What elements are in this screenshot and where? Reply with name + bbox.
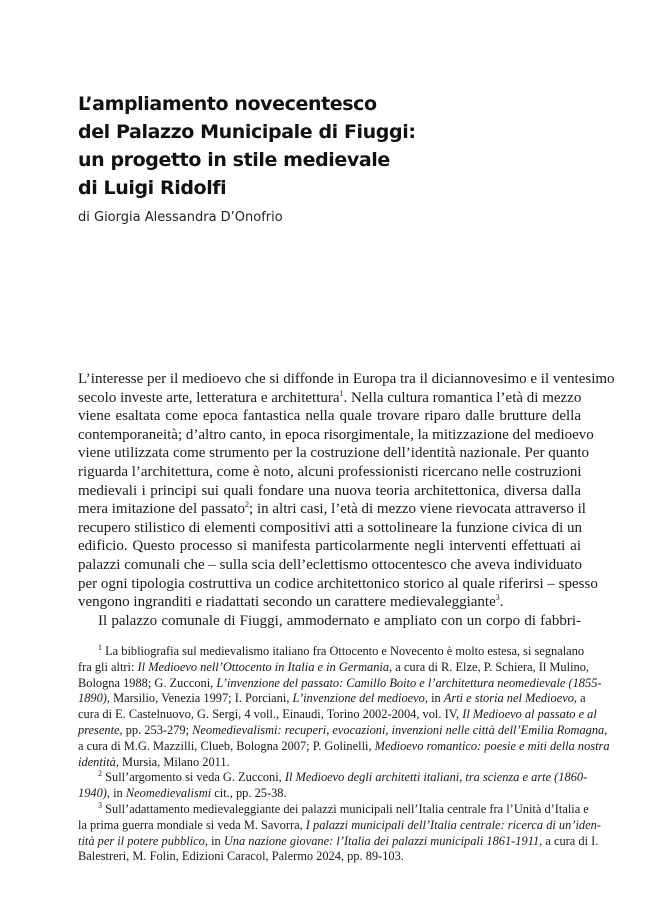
- body-line: mera imitazione del passato$^2$; in altri casi, l’età di mezzo viene rievocata attraverso il: [78, 500, 586, 518]
- body-line: contemporaneità; d’altro canto, in epoca risorgimentale, la mitizzazione del medioevo: [78, 426, 594, 443]
- footnote-line: 1940), in Neomedievalismi cit., pp. 25-38.: [78, 786, 287, 801]
- footnote-line: presente, pp. 253-279; Neomedievalismi: recuperi, evocazioni, invenzioni nelle città dell’Emilia Romagna,: [78, 722, 608, 737]
- body-line: L’interesse per il medioevo che si diffonde in Europa tra il diciannovesimo e il ventesimo: [78, 371, 615, 387]
- footnote-number: 3: [98, 800, 102, 810]
- article-title-line-1: L’ampliamento novecentesco: [78, 93, 377, 115]
- footnote-line: tità per il potere pubblico, in Una nazione giovane: l’Italia dei palazzi municipali 1861-1911, a cura di I.: [78, 833, 599, 848]
- body-line: vengono ingranditi e riadattati secondo un carattere medievaleggiante$^3$.: [78, 593, 504, 611]
- body-line: per ogni tipologia costruttiva un codice architettonico storico al quale riferirsi – spesso: [78, 575, 598, 592]
- footnotes: [78, 642, 610, 865]
- body-line: palazzi comunali che – sulla scia dell’eclettismo ottocentesco che aveva individuato: [78, 556, 582, 573]
- footnote-3: $^3$ Sull’adattamento medievaleggiante dei palazzi municipali nell’Italia centrale fra l’Unità d’Italia e: [98, 800, 589, 816]
- article-author: di Giorgia Alessandra D’Onofrio: [78, 210, 283, 225]
- body-line: secolo investe arte, letteratura e architettura$^1$. Nella cultura romantica l’età di mezzo: [78, 388, 582, 406]
- article-title-line-4: di Luigi Ridolfi: [78, 177, 227, 199]
- footnote-line: la prima guerra mondiale si veda M. Savorra, I palazzi municipali dell’Italia centrale: ricerca di un’iden-: [78, 817, 601, 832]
- footnote-line: cura di E. Castelnuovo, G. Sergi, 4 voll., Einaudi, Torino 2002-2004, vol. IV, Il Medioevo al passato e al: [78, 707, 597, 722]
- footnote-line: 1890), Marsilio, Venezia 1997; I. Porciani, L’invenzione del medioevo, in Arti e storia nel Medioevo, a: [78, 691, 586, 706]
- article-title-line-3: un progetto in stile medievale: [78, 149, 390, 171]
- body-line: Il palazzo comunale di Fiuggi, ammodernato e ampliato con un corpo di fabbri-: [98, 612, 581, 629]
- footnote-line: a cura di M.G. Mazzilli, Clueb, Bologna 2007; P. Golinelli, Medioevo romantico: poesie e miti della nostra: [78, 738, 610, 753]
- footnote-line: Balestreri, M. Folin, Edizioni Caracol, Palermo 2024, pp. 89-103.: [78, 849, 404, 864]
- footnote-number: 1: [98, 642, 102, 652]
- footnote-number: 2: [98, 769, 102, 779]
- footnote-line: fra gli altri: Il Medioevo nell’Ottocento in Italia e in Germania, a cura di R. Elze, P. Schiera, Il Mulino,: [78, 659, 590, 674]
- body-line: edificio. Questo processo si manifesta particolarmente negli interventi effettuati ai: [78, 538, 581, 555]
- footnote-line: Bologna 1988; G. Zucconi, L’invenzione del passato: Camillo Boito e l’architettura neomedievale (1855-: [78, 675, 602, 690]
- body-line: viene utilizzata come strumento per la costruzione dell’identità nazionale. Per quanto: [78, 445, 590, 462]
- body-line: viene esaltata come epoca fantastica nella quale trovare riparo dalle brutture della: [78, 408, 581, 425]
- body-line: recupero stilistico di elementi compositivi atti a sottolineare la funzione civica di un: [78, 519, 583, 536]
- footnote-ref-3[interactable]: 3: [495, 593, 500, 603]
- article-header: [78, 90, 578, 225]
- body-line: medievali i principi sui quali fondare una nuova teoria architettonica, diversa dalla: [78, 482, 581, 499]
- footnote-ref-2[interactable]: 2: [245, 500, 250, 510]
- footnote-line: identità, Mursia, Milano 2011.: [78, 754, 230, 769]
- body-line: riguarda l’architettura, come è noto, alcuni professionisti ricercano nelle costruzioni: [78, 463, 582, 480]
- article-title-line-2: del Palazzo Municipale di Fiuggi:: [78, 121, 416, 143]
- footnote-ref-1[interactable]: 1: [339, 388, 344, 398]
- body-text: [78, 370, 615, 630]
- footnote-1: $^1$ La bibliografia sul medievalismo italiano fra Ottocento e Novecento è molto estesa, si segnalano: [98, 642, 585, 658]
- footnote-2: $^2$ Sull’argomento si veda G. Zucconi, Il Medioevo degli architetti italiani, tra scienza e arte (1860-: [98, 769, 588, 785]
